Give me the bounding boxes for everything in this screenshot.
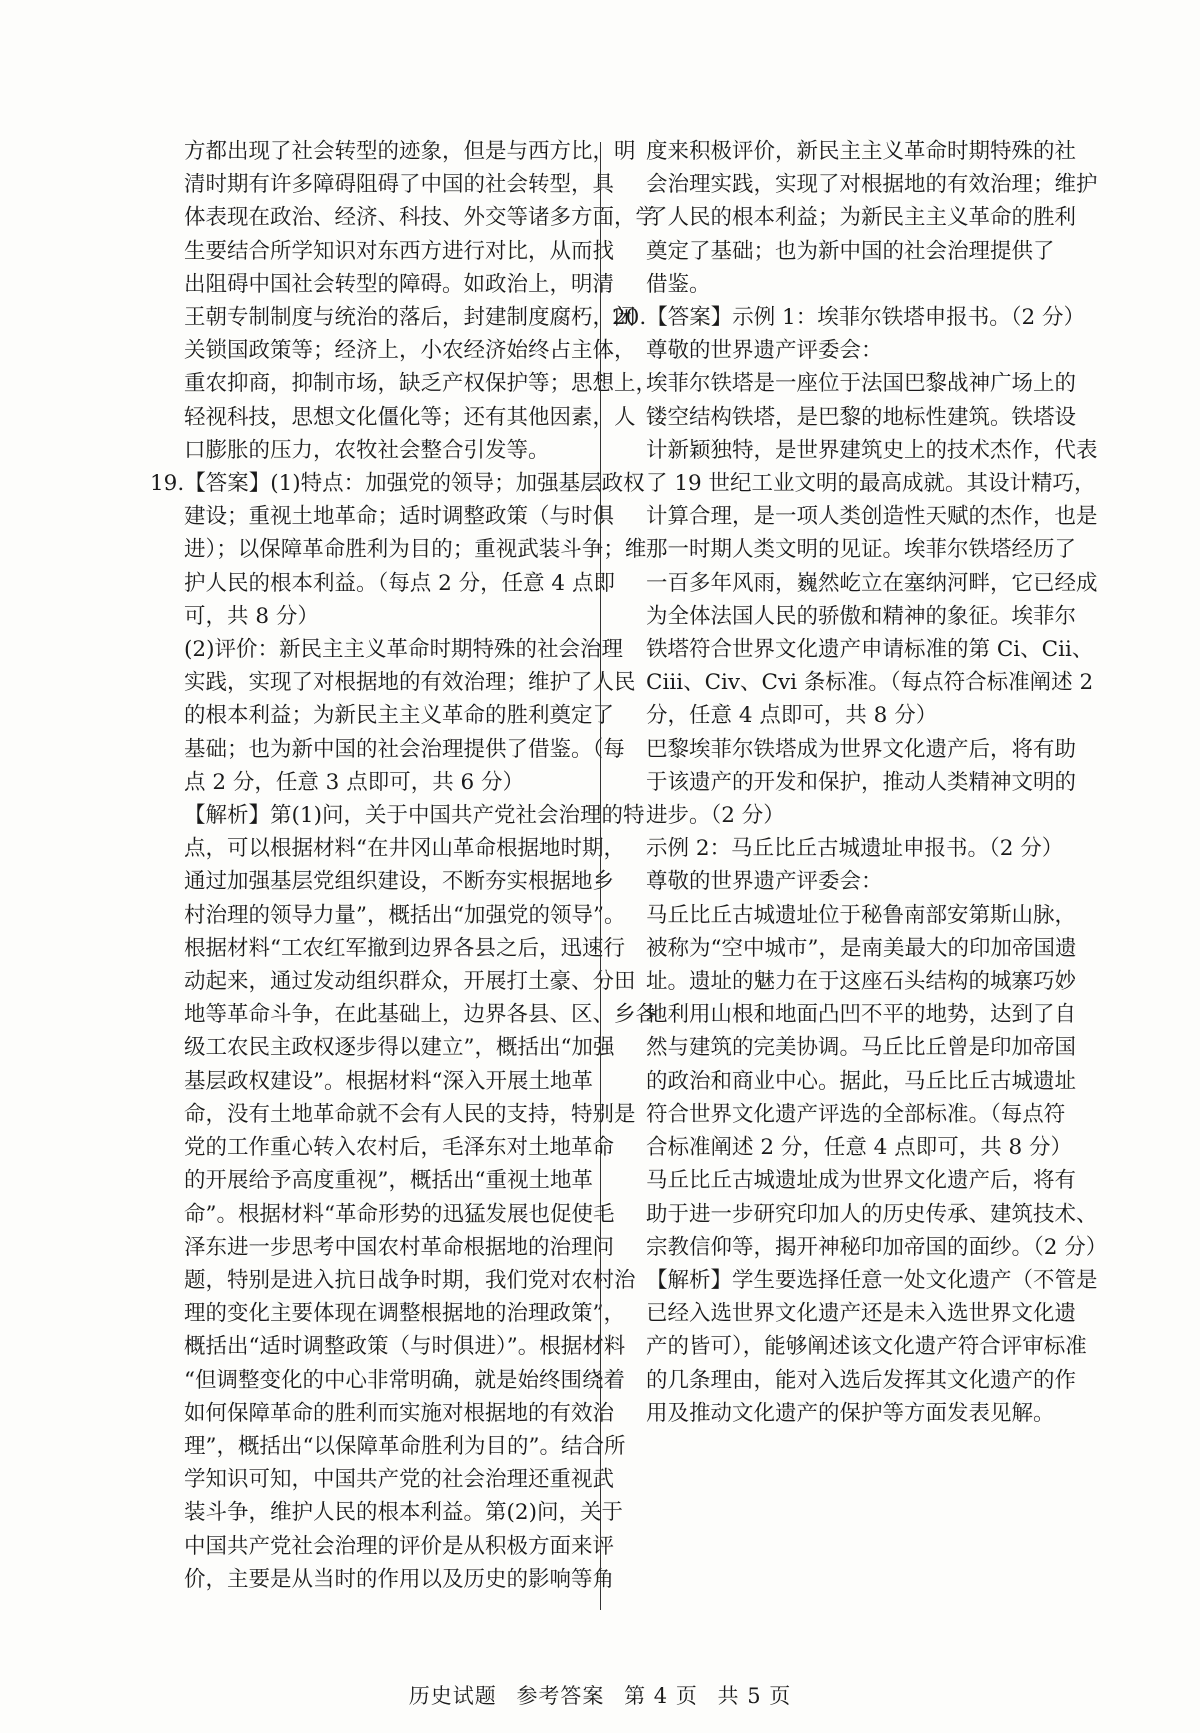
page-footer <box>0 1680 1200 1710</box>
text-line: 度来积极评价，新民主主义革命时期特殊的社 <box>646 139 1077 164</box>
text-line: 计算合理，是一项人类创造性天赋的杰作，也是 <box>646 504 1098 530</box>
text-line: 可，共 8 分） <box>184 603 319 629</box>
text-line: 尊敬的世界遗产评委会： <box>646 338 883 364</box>
text-line: 已经入选世界文化遗产还是未入选世界文化遗 <box>646 1301 1077 1327</box>
text-line: 宗教信仰等，揭开神秘印加帝国的面纱。（2 分） <box>646 1234 1108 1260</box>
text-line: 方都出现了社会转型的迹象，但是与西方比，明 <box>184 139 636 164</box>
text-line: 进）；以保障革命胜利为目的；重视武装斗争；维 <box>184 537 647 563</box>
text-line: 符合世界文化遗产评选的全部标准。（每点符 <box>646 1101 1066 1127</box>
text-line: 的开展给予高度重视”，概括出“重视土地革 <box>184 1168 593 1194</box>
text-line: 出阻碍中国社会转型的障碍。如政治上，明清 <box>184 271 615 297</box>
text-line: 了人民的根本利益；为新民主主义革命的胜利 <box>646 205 1077 231</box>
text-line: 轻视科技，思想文化僵化等；还有其他因素，人 <box>184 404 636 430</box>
text-line: Ciii、Civ、Cvi 条标准。（每点符合标准阐述 2 <box>646 670 1094 696</box>
text-line: 价，主要是从当时的作用以及历史的影响等角 <box>184 1566 615 1592</box>
text-line: 命”。根据材料“革命形势的迅猛发展也促使毛 <box>184 1201 615 1227</box>
text-line: 如何保障革命的胜利而实施对根据地的有效治 <box>184 1400 615 1426</box>
text-line: “但调整变化的中心非常明确，就是始终围绕着 <box>184 1367 625 1393</box>
text-line: 为全体法国人民的骄傲和精神的象征。埃菲尔 <box>646 603 1077 629</box>
text-line: 址。遗址的魅力在于这座石头结构的城寨巧妙 <box>646 969 1077 995</box>
text-line: 马丘比丘古城遗址成为世界文化遗产后，将有 <box>646 1168 1077 1194</box>
text-line: 的根本利益；为新民主主义革命的胜利奠定了 <box>184 703 615 729</box>
text-line: 了 19 世纪工业文明的最高成就。其设计精巧， <box>646 471 1096 497</box>
text-line: 体表现在政治、经济、科技、外交等诸多方面，学 <box>184 205 658 231</box>
text-line: 理的变化主要体现在调整根据地的治理政策”， <box>184 1301 625 1327</box>
text-line: 重农抑商，抑制市场，缺乏产权保护等；思想上， <box>184 371 658 397</box>
text-line: 19.【答案】(1)特点：加强党的领导；加强基层政权 <box>150 471 645 497</box>
text-line: 被称为“空中城市”，是南美最大的印加帝国遗 <box>646 935 1077 961</box>
text-line: 用及推动文化遗产的保护等方面发表见解。 <box>646 1400 1055 1426</box>
column-divider <box>600 142 601 1610</box>
text-line: 中国共产党社会治理的评价是从积极方面来评 <box>184 1533 615 1559</box>
text-line: 装斗争，维护人民的根本利益。第(2)问，关于 <box>184 1500 623 1526</box>
text-line: 关锁国政策等；经济上，小农经济始终占主体， <box>184 338 636 364</box>
text-line: 点 2 分，任意 3 点即可，共 6 分） <box>184 769 525 795</box>
text-line: 助于进一步研究印加人的历史传承、建筑技术、 <box>646 1201 1098 1227</box>
text-line: 示例 2：马丘比丘古城遗址申报书。（2 分） <box>646 836 1064 862</box>
text-line: 题，特别是进入抗日战争时期，我们党对农村治 <box>184 1267 636 1293</box>
text-line: 借鉴。 <box>646 271 711 297</box>
footer-total-pages: 共 5 页 <box>717 1684 792 1708</box>
text-line: 清时期有许多障碍阻碍了中国的社会转型，具 <box>184 172 615 198</box>
text-line: 根据材料“工农红军撤到边界各县之后，迅速行 <box>184 935 625 961</box>
text-line: 一百多年风雨，巍然屹立在塞纳河畔，它已经成 <box>646 570 1098 596</box>
text-line: 地利用山根和地面凸凹不平的地势，达到了自 <box>646 1002 1077 1028</box>
right-column <box>612 135 1108 1430</box>
text-line: 口膨胀的压力，农牧社会整合引发等。 <box>184 437 550 463</box>
text-line: 级工农民主政权逐步得以建立”，概括出“加强 <box>184 1035 615 1061</box>
text-line: 那一时期人类文明的见证。埃菲尔铁塔经历了 <box>646 537 1077 563</box>
text-line: 进步。（2 分） <box>646 803 785 829</box>
text-line: 的政治和商业中心。据此，马丘比丘古城遗址 <box>646 1068 1077 1094</box>
text-line: 产的皆可），能够阐述该文化遗产符合评审标准 <box>646 1334 1087 1360</box>
text-line: 【解析】学生要选择任意一处文化遗产（不管是 <box>646 1267 1098 1293</box>
text-line: 奠定了基础；也为新中国的社会治理提供了 <box>646 238 1055 264</box>
text-line: 王朝专制制度与统治的落后，封建制度腐朽，闭 <box>184 305 636 331</box>
text-line: 学知识可知，中国共产党的社会治理还重视武 <box>184 1467 615 1493</box>
text-line: 命，没有土地革命就不会有人民的支持，特别是 <box>184 1101 636 1127</box>
text-line: 巴黎埃菲尔铁塔成为世界文化遗产后，将有助 <box>646 736 1077 762</box>
text-line: 概括出“适时调整政策（与时俱进）”。根据材料 <box>184 1334 626 1360</box>
text-line: 马丘比丘古城遗址位于秘鲁南部安第斯山脉， <box>646 902 1077 928</box>
footer-page-number: 第 4 页 <box>624 1684 698 1708</box>
text-line: 基础；也为新中国的社会治理提供了借鉴。（每 <box>184 736 625 762</box>
text-line: 计新颖独特，是世界建筑史上的技术杰作，代表 <box>646 437 1098 463</box>
text-line: (2)评价：新民主主义革命时期特殊的社会治理 <box>184 637 623 663</box>
text-line: 实践，实现了对根据地的有效治理；维护了人民 <box>184 670 636 696</box>
text-line: 【解析】第(1)问，关于中国共产党社会治理的特 <box>184 803 645 829</box>
text-line: 泽东进一步思考中国农村革命根据地的治理问 <box>184 1234 615 1260</box>
text-line: 理”，概括出“以保障革命胜利为目的”。结合所 <box>184 1433 626 1459</box>
text-line: 护人民的根本利益。（每点 2 分，任意 4 点即 <box>184 570 615 596</box>
text-line: 于该遗产的开发和保护，推动人类精神文明的 <box>646 769 1077 795</box>
text-line: 埃菲尔铁塔是一座位于法国巴黎战神广场上的 <box>646 371 1077 397</box>
text-line: 动起来，通过发动组织群众，开展打土豪、分田 <box>184 969 636 995</box>
text-line: 分，任意 4 点即可，共 8 分） <box>646 703 938 729</box>
text-line: 地等革命斗争，在此基础上，边界各县、区、乡各 <box>184 1002 658 1028</box>
text-line: 的几条理由，能对入选后发挥其文化遗产的作 <box>646 1367 1077 1393</box>
text-line: 基层政权建设”。根据材料“深入开展土地革 <box>184 1068 593 1094</box>
text-line: 通过加强基层党组织建设，不断夯实根据地乡 <box>184 869 615 895</box>
text-line: 建设；重视土地革命；适时调整政策（与时俱 <box>184 504 615 530</box>
footer-subject: 历史试题 <box>408 1684 497 1708</box>
text-line: 铁塔符合世界文化遗产申请标准的第 Ci、Cii、 <box>646 637 1094 663</box>
left-column <box>150 135 658 1596</box>
text-line: 镂空结构铁塔，是巴黎的地标性建筑。铁塔设 <box>646 404 1077 430</box>
text-line: 会治理实践，实现了对根据地的有效治理；维护 <box>646 172 1098 198</box>
text-line: 生要结合所学知识对东西方进行对比，从而找 <box>184 238 615 264</box>
text-line: 尊敬的世界遗产评委会： <box>646 869 883 895</box>
text-line: 合标准阐述 2 分，任意 4 点即可，共 8 分） <box>646 1135 1073 1161</box>
text-line: 点，可以根据材料“在井冈山革命根据地时期， <box>184 836 625 862</box>
text-line: 然与建筑的完美协调。马丘比丘曾是印加帝国 <box>646 1035 1077 1061</box>
text-line: 20.【答案】示例 1：埃菲尔铁塔申报书。（2 分） <box>612 305 1085 331</box>
text-line: 村治理的领导力量”，概括出“加强党的领导”。 <box>184 902 626 928</box>
footer-answer: 参考答案 <box>516 1684 605 1708</box>
text-line: 党的工作重心转入农村后，毛泽东对土地革命 <box>184 1135 615 1161</box>
